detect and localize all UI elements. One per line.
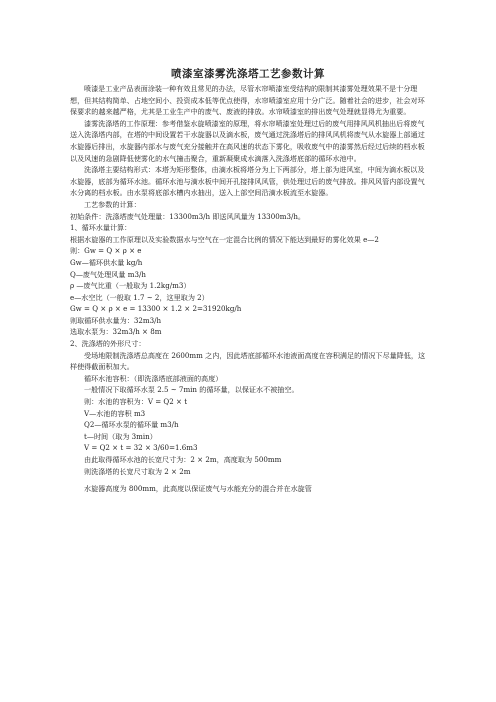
structure-paragraph: 洗涤塔主要结构形式：本塔为矩形整体，由滴水板将塔分为上下两部分，塔上部为进风室，中间为滴水板以及水旋器，底部为循环水池。循环水池与滴水板中间开孔接排风风管，供处理过后的废气排放。排风风管内部设置气水分离的档水板。由水泵将底部水槽内水抽出，送入上部空间沿滴水板流至水旋器。 [70, 165, 425, 198]
definition-line: Q2—循环水泵的循环量 m3/h [84, 420, 179, 430]
subsection-heading: 2、洗涤塔的外形尺寸： [70, 339, 146, 349]
intro-paragraph: 喷漆是工业产品表面涂装一种有效且常见的办法，尽管水帘喷漆室受结构的限制其漆雾处理效果不是十分理想，但其结构简单、占地空间小、投资成本低等优点使得，水帘喷漆室应用十分广泛。随着社会的进步，社会对环保要求的越来越严格，尤其是工业生产中的废气、废液的排放。水帘喷漆室的排出废气处理就显得尤为重要。 [70, 84, 425, 117]
formula-line: Gw = Q × ρ × e = 13300 × 1.2 × 2=31920kg/h [70, 304, 242, 314]
definition-line: e—水空比（一般取 1.7 ~ 2，这里取为 2） [70, 292, 209, 302]
definition-line: t—时间（取为 3min） [84, 431, 157, 441]
text-line: 根据水旋器的工作原理以及实验数据水与空气在一定混合比例的情况下能达到最好的雾化效果 e—2 [70, 234, 379, 244]
document-body [70, 83, 428, 495]
definition-line: Q—废气处理风量 m3/h [70, 269, 146, 279]
result-line: 则取循环供水量为：32m3/h [70, 315, 162, 325]
formula-line: V = Q2 × t = 32 × 3/60=1.6m3 [84, 443, 198, 453]
text-line: 水旋器高度为 800mm，此高度以保证废气与水能充分的混合并在水旋管 [84, 484, 312, 494]
formula-line: 则：水池的容积为：V = Q2 × t [84, 397, 188, 407]
initial-conditions: 初始条件：洗涤塔废气处理量：13300m3/h 即送风风量为 13300m3/h。 [70, 211, 306, 221]
definition-line: Gw—循环供水量 kg/h [70, 257, 143, 267]
principle-paragraph: 漆雾洗涤塔的工作原理：参考借鉴水旋喷漆室的原理，将水帘喷漆室处理过后的废气用排风风机抽出后将废气送入洗涤塔内部，在塔的中间设置若干水旋器以及滴水板，废气通过洗涤塔后的排风风机将废气从水旋器上部通过水旋器后排出，水旋器内部水与废气充分接触并在高风速的状态下雾化，吸收废气中的漆雾然后经过后续的档水板以及风速的急剧降低使雾化的水气撞击聚合，重新凝聚成水滴落入洗涤塔底部的循环水池中。 [70, 118, 425, 163]
definition-line: ρ —废气比重（一般取为 1.2kg/m3） [70, 281, 191, 291]
result-line: 由此取得循环水池的长宽尺寸为：2 × 2m，高度取为 500mm [84, 455, 282, 464]
section-heading: 工艺参数的计算： [84, 199, 141, 209]
result-line: 选取水泵为：32m3/h × 8m [70, 327, 162, 337]
text-paragraph: 受场地限制洗涤塔总高度在 2600mm 之内，因此塔底部循环水池液面高度在容积满足的情况下尽量降低，这样使得截面积加大。 [70, 350, 426, 372]
definition-line: V—水池的容积 m3 [84, 408, 146, 418]
result-line: 则洗涤塔的长宽尺寸取为 2 × 2m [84, 466, 191, 476]
text-line: 循环水池容积：（即洗涤塔底部液面的高度） [84, 373, 223, 383]
subsection-heading: 1、循环水量计算： [70, 223, 132, 233]
text-line: 一般情况下取循环水泵 2.5 ~ 7min 的循环量，以保证水不被抽空。 [84, 385, 299, 395]
formula-line: 则：Gw = Q × ρ × e [70, 246, 142, 256]
page-title: 喷漆室漆雾洗涤塔工艺参数计算 [171, 68, 325, 80]
